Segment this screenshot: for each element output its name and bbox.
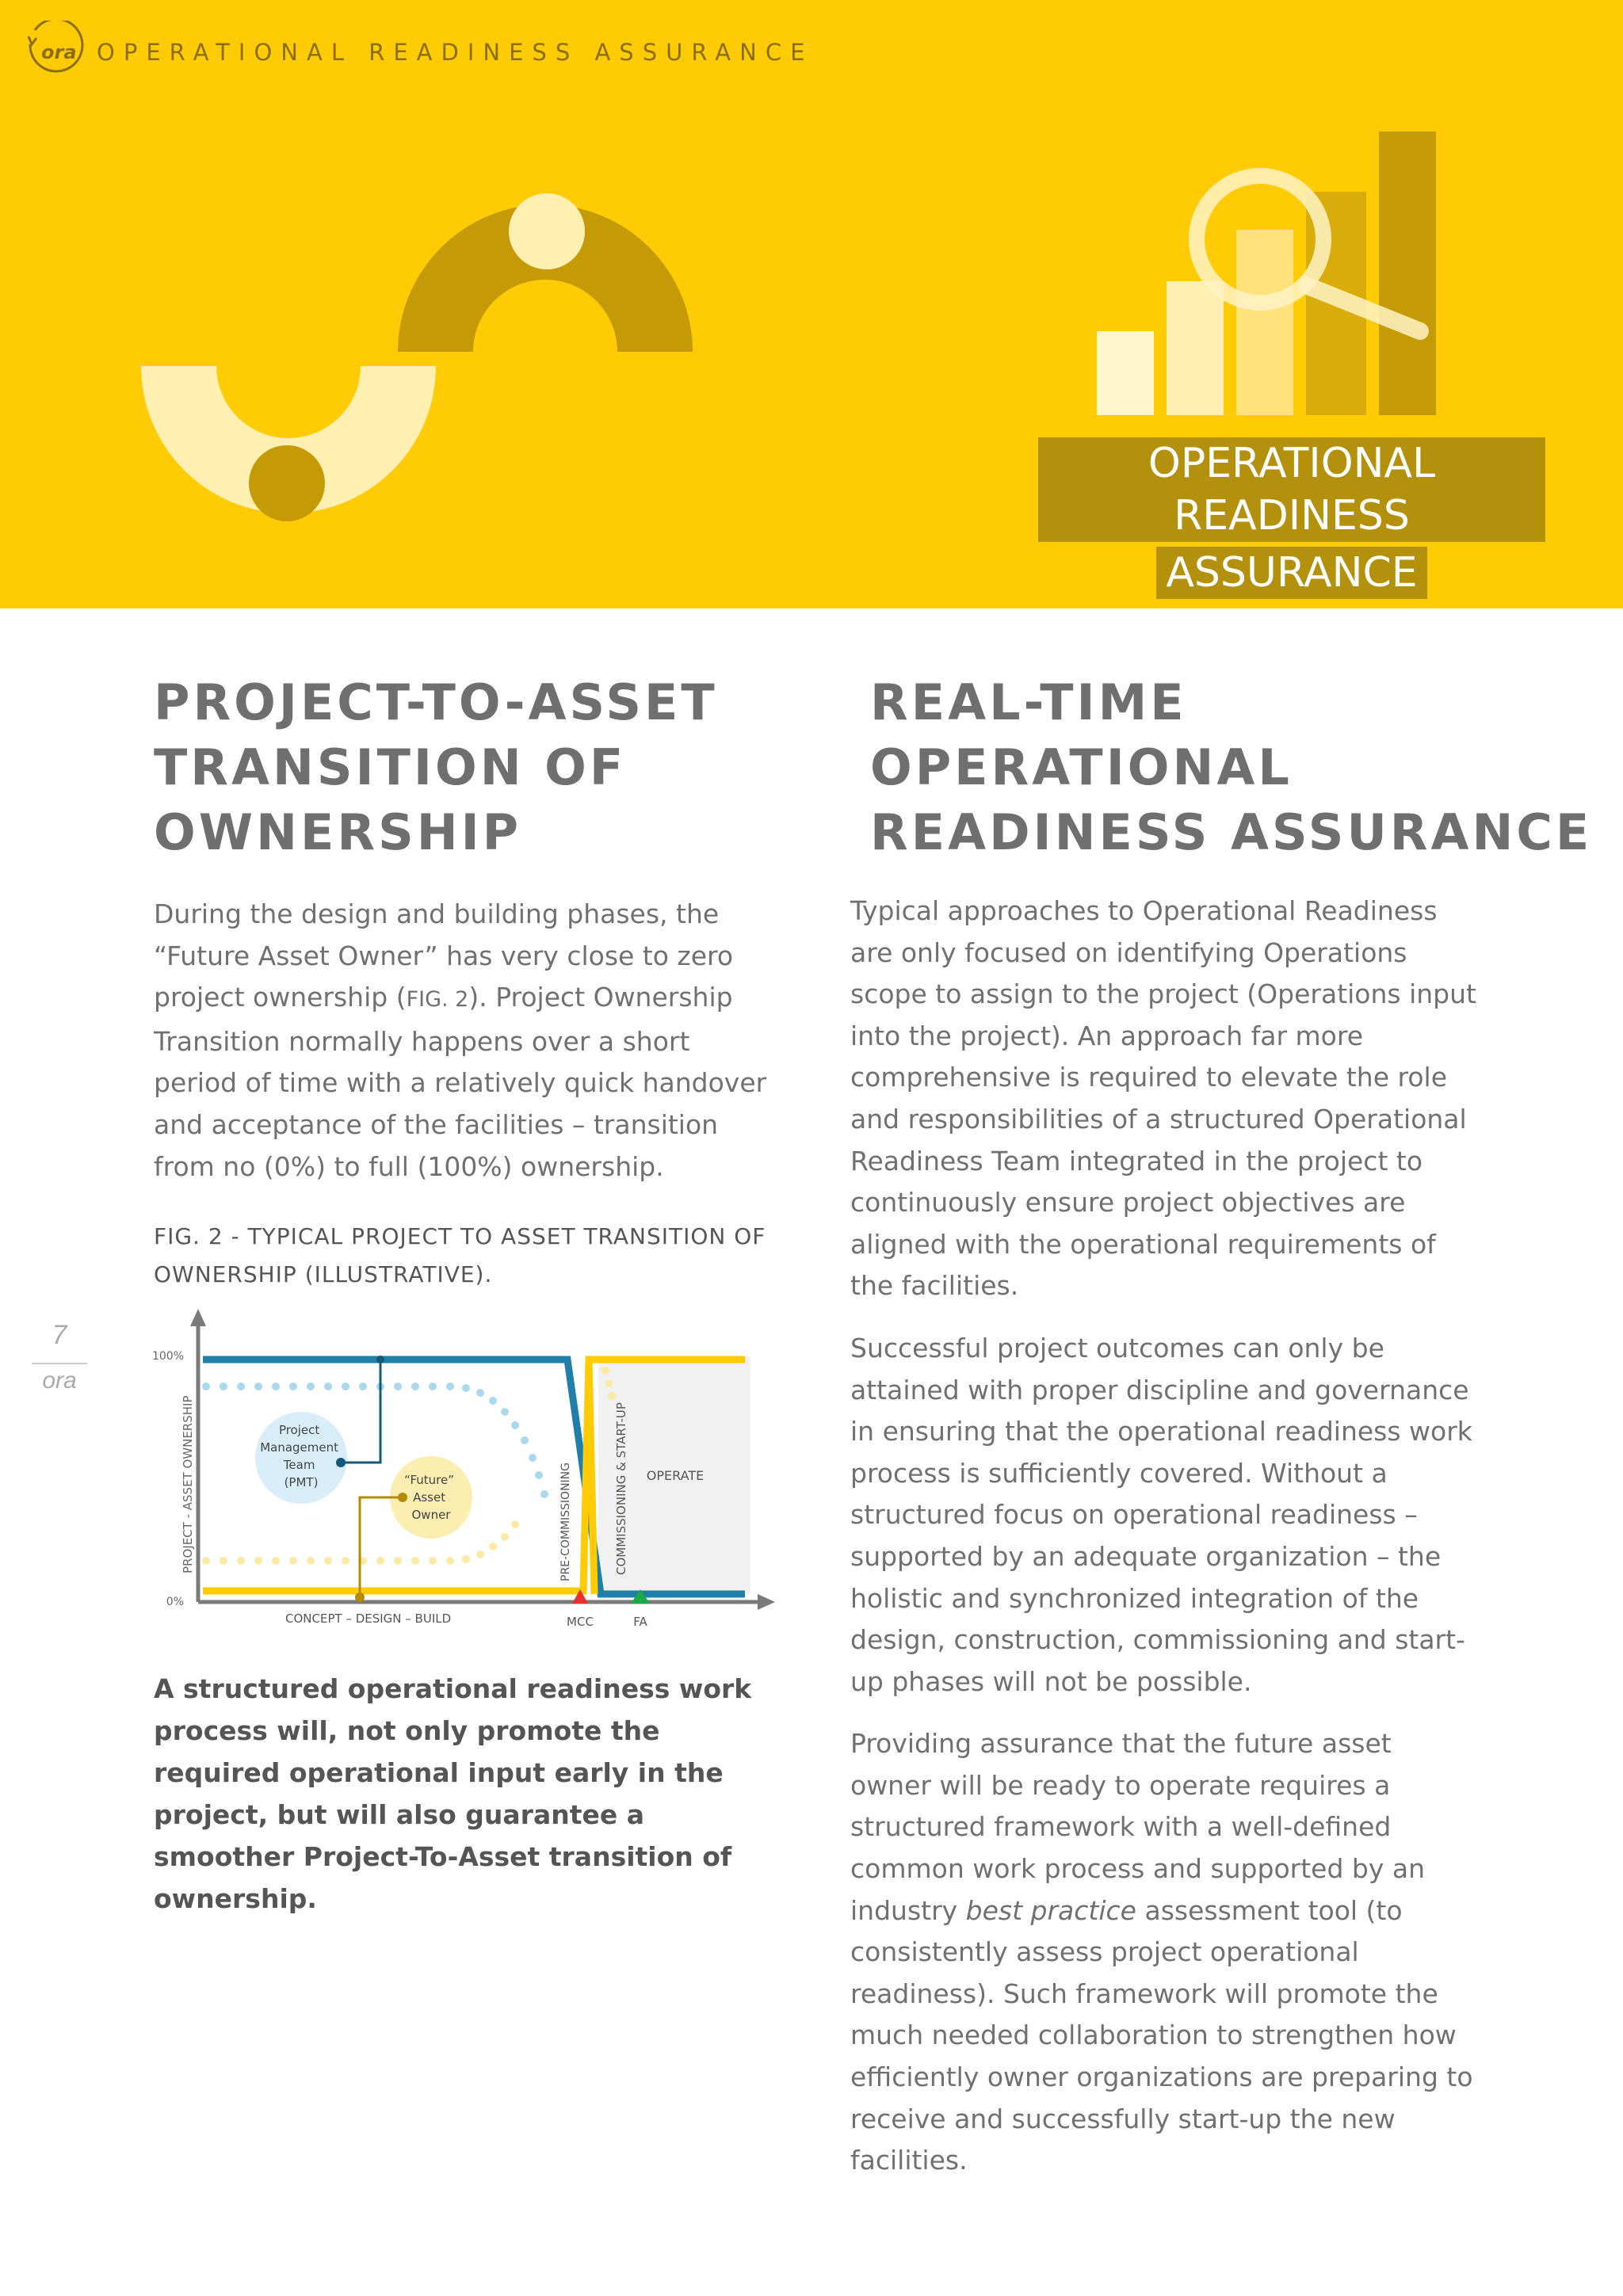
brand-name: OPERATIONAL READINESS ASSURANCE: [97, 39, 814, 66]
y-tick-100: 100%: [151, 1350, 184, 1363]
pmt-label: Project Management Team (PMT): [260, 1423, 339, 1489]
page-number: 7: [52, 1320, 67, 1350]
right-paragraph-3: Providing assurance that the future asset owner will be ready to operate requires a structured framework with a well-defined common work process and supported by an industry best practice assessment tool (to consistently assess project operational readiness). Such framework will promote the much needed collaboration to strengthen how efficiently owner organizations are preparing to receive and successfully start-up the new facilities.: [850, 1728, 1473, 2176]
hero-title: OPERATIONAL READINESS ASSURANCE: [1038, 437, 1545, 604]
right-body: [850, 891, 1476, 2203]
mcc-label: MCC: [567, 1615, 594, 1629]
y-tick-0: 0%: [166, 1596, 184, 1608]
figure-reference: FIG. 2: [406, 987, 469, 1013]
y-axis-label: PROJECT - ASSET OWNERSHIP: [181, 1395, 195, 1573]
owner-transition-line: [589, 1360, 594, 1594]
ownership-transition-chart: [151, 1307, 785, 1640]
right-heading: REAL-TIME OPERATIONAL READINESS ASSURANCE: [870, 673, 1593, 861]
commissioning-label: COMMISSIONING & START-UP: [614, 1402, 628, 1575]
owner-label: “Future” Asset Owner: [404, 1473, 455, 1522]
page-brand: ora: [32, 1363, 87, 1394]
figure-caption: FIG. 2 - TYPICAL PROJECT TO ASSET TRANSITION OF OWNERSHIP (ILLUSTRATIVE).: [154, 1223, 766, 1287]
operate-label: OPERATE: [646, 1468, 705, 1483]
right-paragraph-1: Typical approaches to Operational Readiness are only focused on identifying Operations scope to assign to the project (Operations input into the project). An approach far more comprehensive is required to elevate the role and responsibilities of a structured Operational Readiness Team integrated in the project to continuously ensure project objectives are aligned with the operational requirements of the facilities.: [850, 895, 1476, 1302]
x-axis-arrow: [758, 1594, 775, 1610]
right-paragraph-2: Successful project outcomes can only be attained with proper discipline and governance in ensuring that the operational readiness work process is sufficiently covered. Without a structured focus on operational readiness – supported by an adequate organization – the holistic and synchronized integration of the design, construction, commissioning and start-up phases will not be possible.: [850, 1332, 1472, 1697]
left-intro-paragraph: During the design and building phases, the “Future Asset Owner” has very close to zero project ownership (FIG. 2). Project Ownership Transition normally happens over a short period of time with a relatively quick handover and acceptance of the facilities – transition from no (0%) to full (100%) ownership.: [154, 898, 767, 1182]
precommissioning-label: PRE-COMMISSIONING: [559, 1463, 572, 1581]
emphasis-best-practice: best practice: [965, 1894, 1136, 1926]
pmt-dots: [202, 1383, 548, 1498]
left-heading: PROJECT-TO-ASSET TRANSITION OF OWNERSHIP: [154, 673, 718, 861]
fa-label: FA: [633, 1615, 647, 1629]
conclusion-paragraph: A structured operational readiness work process will, not only promote the required operational input early in the project, but will also guarantee a smoother Project-To-Asset transition of ownership.: [154, 1673, 752, 1914]
logo-text: ora: [41, 41, 77, 63]
y-axis-arrow: [190, 1309, 206, 1326]
pmt-connector: [341, 1360, 380, 1463]
x-axis-label: CONCEPT – DESIGN – BUILD: [285, 1611, 452, 1626]
